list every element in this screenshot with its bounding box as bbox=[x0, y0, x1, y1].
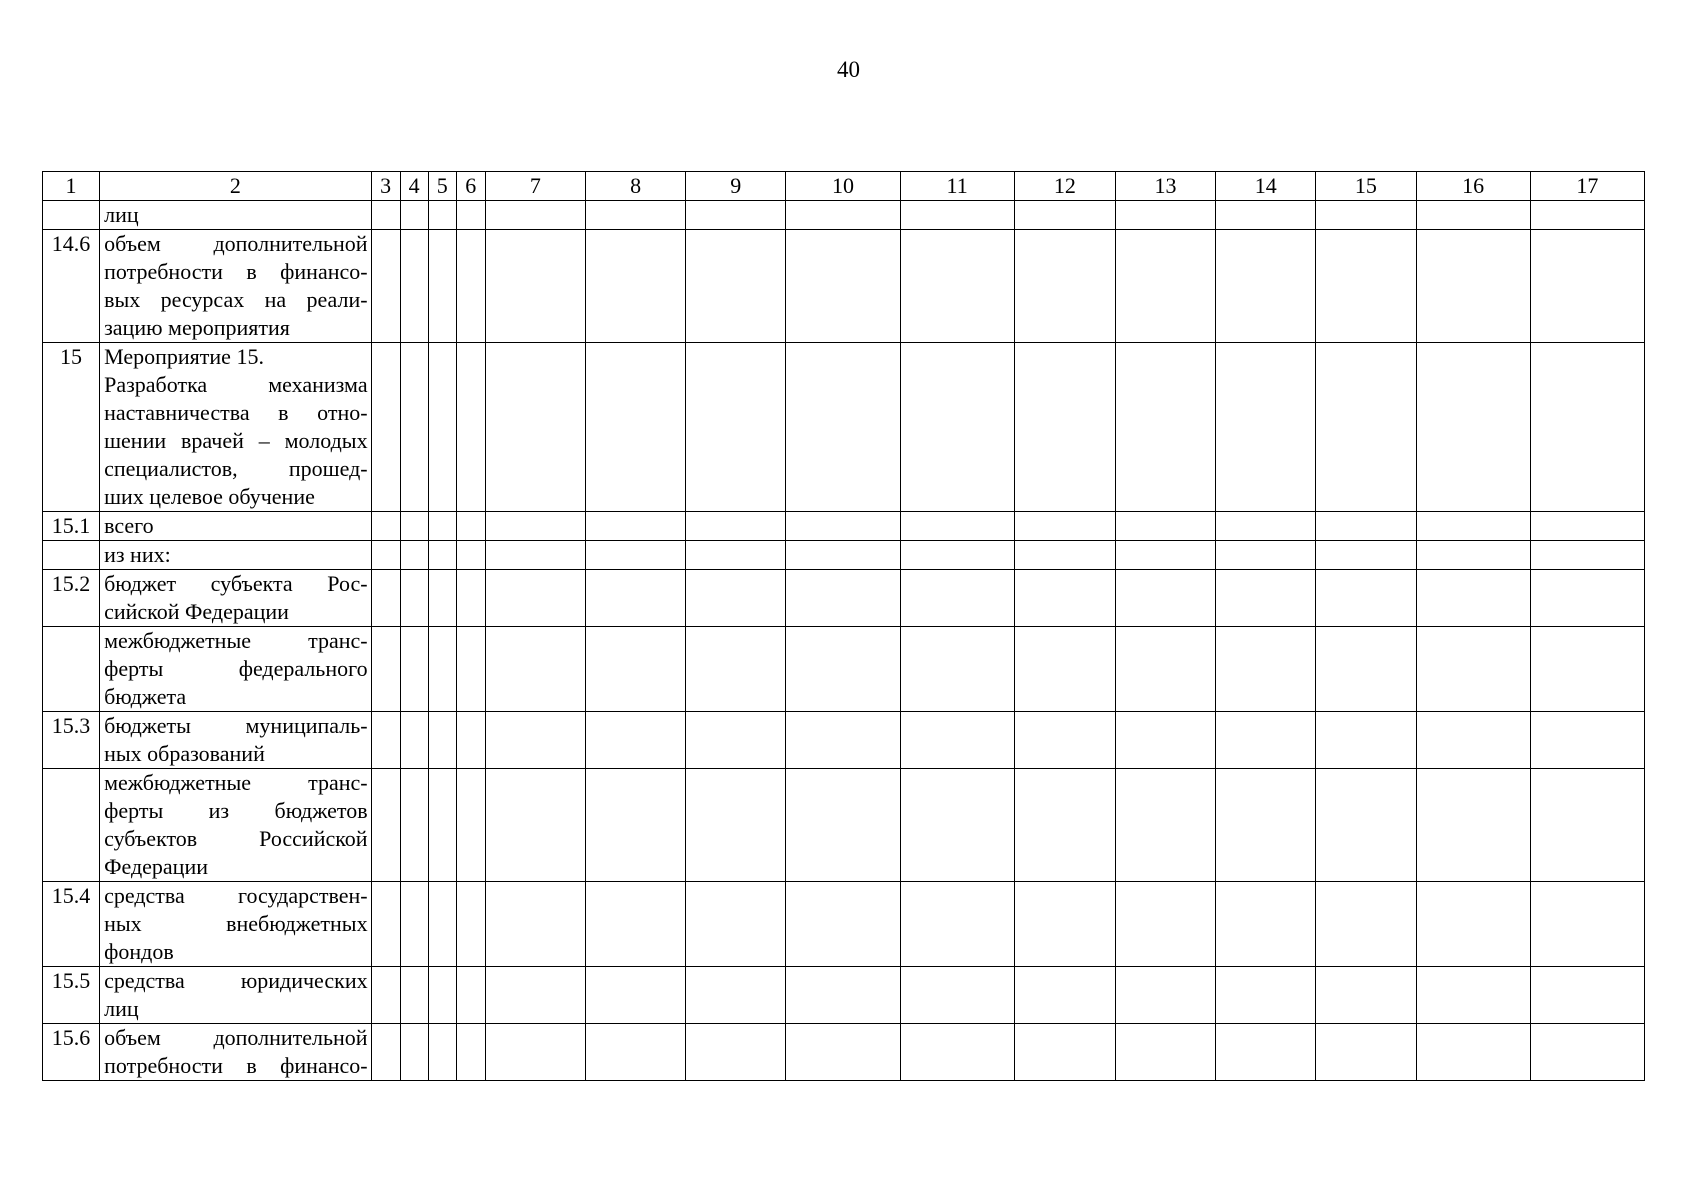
empty-cell-col-5 bbox=[428, 512, 456, 541]
description-line: средства государствен- bbox=[104, 883, 368, 908]
description-line: ферты из бюджетов bbox=[104, 798, 368, 823]
empty-cell-col-13 bbox=[1115, 627, 1215, 712]
empty-cell-col-11 bbox=[900, 343, 1014, 512]
empty-cell-col-17 bbox=[1530, 512, 1644, 541]
empty-cell-col-3 bbox=[371, 712, 400, 769]
empty-cell-col-10 bbox=[786, 570, 900, 627]
empty-cell-col-9 bbox=[686, 882, 786, 967]
empty-cell-col-5 bbox=[428, 570, 456, 627]
empty-cell-col-9 bbox=[686, 1024, 786, 1081]
column-header-17: 17 bbox=[1530, 172, 1644, 201]
empty-cell-col-3 bbox=[371, 570, 400, 627]
empty-cell-col-10 bbox=[786, 882, 900, 967]
empty-cell-col-13 bbox=[1115, 967, 1215, 1024]
empty-cell-col-3 bbox=[371, 1024, 400, 1081]
empty-cell-col-9 bbox=[686, 627, 786, 712]
empty-cell-col-7 bbox=[485, 967, 585, 1024]
empty-cell-col-17 bbox=[1530, 882, 1644, 967]
column-header-1: 1 bbox=[43, 172, 100, 201]
column-header-2: 2 bbox=[100, 172, 372, 201]
empty-cell-col-4 bbox=[400, 230, 428, 343]
row-description bbox=[100, 627, 372, 712]
empty-cell-col-10 bbox=[786, 512, 900, 541]
empty-cell-col-12 bbox=[1014, 541, 1115, 570]
empty-cell-col-6 bbox=[456, 201, 485, 230]
row-description bbox=[100, 769, 372, 882]
empty-cell-col-8 bbox=[585, 1024, 685, 1081]
empty-cell-col-10 bbox=[786, 230, 900, 343]
empty-cell-col-5 bbox=[428, 201, 456, 230]
row-number: 15.5 bbox=[43, 967, 100, 1024]
description-line: межбюджетные транс- bbox=[104, 770, 368, 795]
empty-cell-col-4 bbox=[400, 1024, 428, 1081]
empty-cell-col-12 bbox=[1014, 343, 1115, 512]
empty-cell-col-13 bbox=[1115, 1024, 1215, 1081]
description-line: всего bbox=[104, 513, 154, 538]
row-number: 15.2 bbox=[43, 570, 100, 627]
empty-cell-col-10 bbox=[786, 769, 900, 882]
description-line: субъектов Российской bbox=[104, 826, 368, 851]
column-header-15: 15 bbox=[1316, 172, 1416, 201]
empty-cell-col-15 bbox=[1316, 769, 1416, 882]
description-line: лиц bbox=[104, 996, 139, 1021]
empty-cell-col-5 bbox=[428, 967, 456, 1024]
empty-cell-col-14 bbox=[1216, 541, 1316, 570]
row-description bbox=[100, 712, 372, 769]
empty-cell-col-16 bbox=[1416, 343, 1530, 512]
empty-cell-col-14 bbox=[1216, 882, 1316, 967]
empty-cell-col-7 bbox=[485, 343, 585, 512]
empty-cell-col-9 bbox=[686, 201, 786, 230]
description-line: средства юридических bbox=[104, 968, 368, 993]
empty-cell-col-4 bbox=[400, 201, 428, 230]
row-description bbox=[100, 1024, 372, 1081]
description-line: потребности в финансо- bbox=[104, 1053, 368, 1078]
empty-cell-col-4 bbox=[400, 512, 428, 541]
empty-cell-col-7 bbox=[485, 712, 585, 769]
empty-cell-col-13 bbox=[1115, 570, 1215, 627]
empty-cell-col-9 bbox=[686, 712, 786, 769]
column-header-16: 16 bbox=[1416, 172, 1530, 201]
empty-cell-col-9 bbox=[686, 769, 786, 882]
empty-cell-col-13 bbox=[1115, 882, 1215, 967]
empty-cell-col-15 bbox=[1316, 712, 1416, 769]
empty-cell-col-14 bbox=[1216, 230, 1316, 343]
column-header-8: 8 bbox=[585, 172, 685, 201]
empty-cell-col-6 bbox=[456, 230, 485, 343]
empty-cell-col-16 bbox=[1416, 512, 1530, 541]
description-line: бюджет субъекта Рос- bbox=[104, 571, 368, 596]
empty-cell-col-5 bbox=[428, 712, 456, 769]
empty-cell-col-13 bbox=[1115, 230, 1215, 343]
empty-cell-col-6 bbox=[456, 882, 485, 967]
row-number bbox=[43, 627, 100, 712]
row-number: 15 bbox=[43, 343, 100, 512]
empty-cell-col-5 bbox=[428, 343, 456, 512]
empty-cell-col-4 bbox=[400, 712, 428, 769]
row-description bbox=[100, 201, 372, 230]
empty-cell-col-13 bbox=[1115, 541, 1215, 570]
description-line: Мероприятие 15. bbox=[104, 344, 264, 369]
empty-cell-col-8 bbox=[585, 967, 685, 1024]
empty-cell-col-5 bbox=[428, 1024, 456, 1081]
description-line: из них: bbox=[104, 542, 171, 567]
row-description bbox=[100, 230, 372, 343]
empty-cell-col-7 bbox=[485, 541, 585, 570]
empty-cell-col-8 bbox=[585, 541, 685, 570]
empty-cell-col-7 bbox=[485, 570, 585, 627]
description-line: лиц bbox=[104, 202, 139, 227]
table-row bbox=[43, 512, 1645, 541]
empty-cell-col-9 bbox=[686, 967, 786, 1024]
column-header-5: 5 bbox=[428, 172, 456, 201]
column-header-4: 4 bbox=[400, 172, 428, 201]
empty-cell-col-9 bbox=[686, 343, 786, 512]
empty-cell-col-14 bbox=[1216, 201, 1316, 230]
column-header-14: 14 bbox=[1216, 172, 1316, 201]
row-description bbox=[100, 343, 372, 512]
empty-cell-col-6 bbox=[456, 967, 485, 1024]
row-description bbox=[100, 570, 372, 627]
empty-cell-col-14 bbox=[1216, 1024, 1316, 1081]
empty-cell-col-5 bbox=[428, 769, 456, 882]
empty-cell-col-5 bbox=[428, 230, 456, 343]
empty-cell-col-4 bbox=[400, 627, 428, 712]
empty-cell-col-12 bbox=[1014, 201, 1115, 230]
empty-cell-col-12 bbox=[1014, 769, 1115, 882]
empty-cell-col-15 bbox=[1316, 541, 1416, 570]
empty-cell-col-9 bbox=[686, 512, 786, 541]
table-row bbox=[43, 627, 1645, 712]
table-row bbox=[43, 769, 1645, 882]
table-header-row bbox=[43, 172, 1645, 201]
empty-cell-col-17 bbox=[1530, 712, 1644, 769]
empty-cell-col-17 bbox=[1530, 570, 1644, 627]
empty-cell-col-7 bbox=[485, 769, 585, 882]
description-line: специалистов, прошед- bbox=[104, 456, 368, 481]
description-line: потребности в финансо- bbox=[104, 259, 368, 284]
empty-cell-col-10 bbox=[786, 627, 900, 712]
column-header-9: 9 bbox=[686, 172, 786, 201]
empty-cell-col-6 bbox=[456, 1024, 485, 1081]
empty-cell-col-15 bbox=[1316, 882, 1416, 967]
empty-cell-col-6 bbox=[456, 570, 485, 627]
description-line: бюджета bbox=[104, 684, 187, 709]
empty-cell-col-5 bbox=[428, 627, 456, 712]
empty-cell-col-12 bbox=[1014, 512, 1115, 541]
description-line: объем дополнительной bbox=[104, 1025, 368, 1050]
empty-cell-col-5 bbox=[428, 882, 456, 967]
empty-cell-col-16 bbox=[1416, 769, 1530, 882]
empty-cell-col-4 bbox=[400, 967, 428, 1024]
table-row bbox=[43, 541, 1645, 570]
empty-cell-col-10 bbox=[786, 343, 900, 512]
empty-cell-col-8 bbox=[585, 882, 685, 967]
empty-cell-col-11 bbox=[900, 230, 1014, 343]
empty-cell-col-4 bbox=[400, 541, 428, 570]
row-number: 15.4 bbox=[43, 882, 100, 967]
description-line: зацию мероприятия bbox=[104, 315, 290, 340]
empty-cell-col-15 bbox=[1316, 627, 1416, 712]
empty-cell-col-11 bbox=[900, 541, 1014, 570]
column-header-3: 3 bbox=[371, 172, 400, 201]
row-number: 15.1 bbox=[43, 512, 100, 541]
empty-cell-col-13 bbox=[1115, 769, 1215, 882]
empty-cell-col-3 bbox=[371, 230, 400, 343]
empty-cell-col-11 bbox=[900, 512, 1014, 541]
empty-cell-col-14 bbox=[1216, 512, 1316, 541]
empty-cell-col-11 bbox=[900, 570, 1014, 627]
empty-cell-col-12 bbox=[1014, 627, 1115, 712]
empty-cell-col-8 bbox=[585, 570, 685, 627]
empty-cell-col-6 bbox=[456, 541, 485, 570]
column-header-12: 12 bbox=[1014, 172, 1115, 201]
description-line: ных внебюджетных bbox=[104, 911, 368, 936]
empty-cell-col-14 bbox=[1216, 967, 1316, 1024]
description-line: ших целевое обучение bbox=[104, 484, 315, 509]
empty-cell-col-7 bbox=[485, 230, 585, 343]
empty-cell-col-10 bbox=[786, 967, 900, 1024]
empty-cell-col-16 bbox=[1416, 967, 1530, 1024]
empty-cell-col-17 bbox=[1530, 343, 1644, 512]
description-line: бюджеты муниципаль- bbox=[104, 713, 368, 738]
empty-cell-col-17 bbox=[1530, 967, 1644, 1024]
empty-cell-col-10 bbox=[786, 201, 900, 230]
table-row bbox=[43, 967, 1645, 1024]
empty-cell-col-15 bbox=[1316, 201, 1416, 230]
empty-cell-col-11 bbox=[900, 1024, 1014, 1081]
row-number bbox=[43, 541, 100, 570]
empty-cell-col-11 bbox=[900, 882, 1014, 967]
empty-cell-col-6 bbox=[456, 512, 485, 541]
empty-cell-col-4 bbox=[400, 343, 428, 512]
empty-cell-col-17 bbox=[1530, 769, 1644, 882]
empty-cell-col-6 bbox=[456, 343, 485, 512]
empty-cell-col-7 bbox=[485, 1024, 585, 1081]
empty-cell-col-5 bbox=[428, 541, 456, 570]
column-header-10: 10 bbox=[786, 172, 900, 201]
column-header-6: 6 bbox=[456, 172, 485, 201]
empty-cell-col-12 bbox=[1014, 967, 1115, 1024]
empty-cell-col-14 bbox=[1216, 570, 1316, 627]
empty-cell-col-14 bbox=[1216, 712, 1316, 769]
empty-cell-col-3 bbox=[371, 541, 400, 570]
column-header-13: 13 bbox=[1115, 172, 1215, 201]
empty-cell-col-15 bbox=[1316, 967, 1416, 1024]
empty-cell-col-12 bbox=[1014, 570, 1115, 627]
row-description bbox=[100, 512, 372, 541]
empty-cell-col-16 bbox=[1416, 541, 1530, 570]
description-line: шении врачей – молодых bbox=[104, 428, 368, 453]
row-description bbox=[100, 882, 372, 967]
row-number: 15.6 bbox=[43, 1024, 100, 1081]
empty-cell-col-12 bbox=[1014, 882, 1115, 967]
row-description bbox=[100, 967, 372, 1024]
empty-cell-col-17 bbox=[1530, 627, 1644, 712]
empty-cell-col-8 bbox=[585, 512, 685, 541]
description-line: фондов bbox=[104, 939, 174, 964]
table-row bbox=[43, 201, 1645, 230]
empty-cell-col-10 bbox=[786, 712, 900, 769]
empty-cell-col-3 bbox=[371, 512, 400, 541]
empty-cell-col-8 bbox=[585, 769, 685, 882]
table-row bbox=[43, 230, 1645, 343]
empty-cell-col-17 bbox=[1530, 1024, 1644, 1081]
row-description bbox=[100, 541, 372, 570]
empty-cell-col-15 bbox=[1316, 1024, 1416, 1081]
empty-cell-col-16 bbox=[1416, 627, 1530, 712]
empty-cell-col-15 bbox=[1316, 343, 1416, 512]
empty-cell-col-17 bbox=[1530, 541, 1644, 570]
table-row bbox=[43, 882, 1645, 967]
empty-cell-col-7 bbox=[485, 512, 585, 541]
empty-cell-col-3 bbox=[371, 201, 400, 230]
row-number bbox=[43, 769, 100, 882]
description-line: ных образований bbox=[104, 741, 265, 766]
empty-cell-col-13 bbox=[1115, 343, 1215, 512]
column-header-11: 11 bbox=[900, 172, 1014, 201]
empty-cell-col-11 bbox=[900, 769, 1014, 882]
financing-table bbox=[42, 171, 1645, 1081]
empty-cell-col-14 bbox=[1216, 627, 1316, 712]
empty-cell-col-9 bbox=[686, 570, 786, 627]
empty-cell-col-13 bbox=[1115, 712, 1215, 769]
column-header-7: 7 bbox=[485, 172, 585, 201]
empty-cell-col-9 bbox=[686, 230, 786, 343]
empty-cell-col-11 bbox=[900, 967, 1014, 1024]
empty-cell-col-7 bbox=[485, 882, 585, 967]
description-line: Федерации bbox=[104, 854, 208, 879]
empty-cell-col-4 bbox=[400, 882, 428, 967]
empty-cell-col-4 bbox=[400, 769, 428, 882]
empty-cell-col-8 bbox=[585, 230, 685, 343]
empty-cell-col-3 bbox=[371, 627, 400, 712]
empty-cell-col-16 bbox=[1416, 882, 1530, 967]
empty-cell-col-8 bbox=[585, 343, 685, 512]
empty-cell-col-10 bbox=[786, 541, 900, 570]
empty-cell-col-8 bbox=[585, 201, 685, 230]
empty-cell-col-8 bbox=[585, 627, 685, 712]
empty-cell-col-16 bbox=[1416, 570, 1530, 627]
empty-cell-col-17 bbox=[1530, 201, 1644, 230]
row-number bbox=[43, 201, 100, 230]
empty-cell-col-15 bbox=[1316, 230, 1416, 343]
empty-cell-col-3 bbox=[371, 769, 400, 882]
empty-cell-col-13 bbox=[1115, 201, 1215, 230]
empty-cell-col-3 bbox=[371, 967, 400, 1024]
empty-cell-col-6 bbox=[456, 627, 485, 712]
description-line: Разработка механизма bbox=[104, 372, 368, 397]
row-number: 15.3 bbox=[43, 712, 100, 769]
empty-cell-col-12 bbox=[1014, 712, 1115, 769]
empty-cell-col-11 bbox=[900, 201, 1014, 230]
table-row bbox=[43, 570, 1645, 627]
empty-cell-col-15 bbox=[1316, 512, 1416, 541]
empty-cell-col-7 bbox=[485, 627, 585, 712]
empty-cell-col-14 bbox=[1216, 769, 1316, 882]
empty-cell-col-8 bbox=[585, 712, 685, 769]
empty-cell-col-12 bbox=[1014, 1024, 1115, 1081]
description-line: наставничества в отно- bbox=[104, 400, 368, 425]
page-number: 40 bbox=[837, 57, 860, 82]
empty-cell-col-13 bbox=[1115, 512, 1215, 541]
empty-cell-col-15 bbox=[1316, 570, 1416, 627]
empty-cell-col-3 bbox=[371, 343, 400, 512]
empty-cell-col-11 bbox=[900, 712, 1014, 769]
empty-cell-col-17 bbox=[1530, 230, 1644, 343]
empty-cell-col-16 bbox=[1416, 201, 1530, 230]
empty-cell-col-10 bbox=[786, 1024, 900, 1081]
row-number: 14.6 bbox=[43, 230, 100, 343]
description-line: объем дополнительной bbox=[104, 231, 368, 256]
empty-cell-col-4 bbox=[400, 570, 428, 627]
empty-cell-col-16 bbox=[1416, 712, 1530, 769]
empty-cell-col-9 bbox=[686, 541, 786, 570]
empty-cell-col-3 bbox=[371, 882, 400, 967]
description-line: вых ресурсах на реали- bbox=[104, 287, 368, 312]
empty-cell-col-16 bbox=[1416, 1024, 1530, 1081]
description-line: ферты федерального bbox=[104, 656, 368, 681]
description-line: сийской Федерации bbox=[104, 599, 289, 624]
empty-cell-col-6 bbox=[456, 769, 485, 882]
empty-cell-col-11 bbox=[900, 627, 1014, 712]
empty-cell-col-12 bbox=[1014, 230, 1115, 343]
table-row bbox=[43, 343, 1645, 512]
empty-cell-col-6 bbox=[456, 712, 485, 769]
description-line: межбюджетные транс- bbox=[104, 628, 368, 653]
empty-cell-col-7 bbox=[485, 201, 585, 230]
empty-cell-col-16 bbox=[1416, 230, 1530, 343]
table-row bbox=[43, 712, 1645, 769]
table-row bbox=[43, 1024, 1645, 1081]
empty-cell-col-14 bbox=[1216, 343, 1316, 512]
